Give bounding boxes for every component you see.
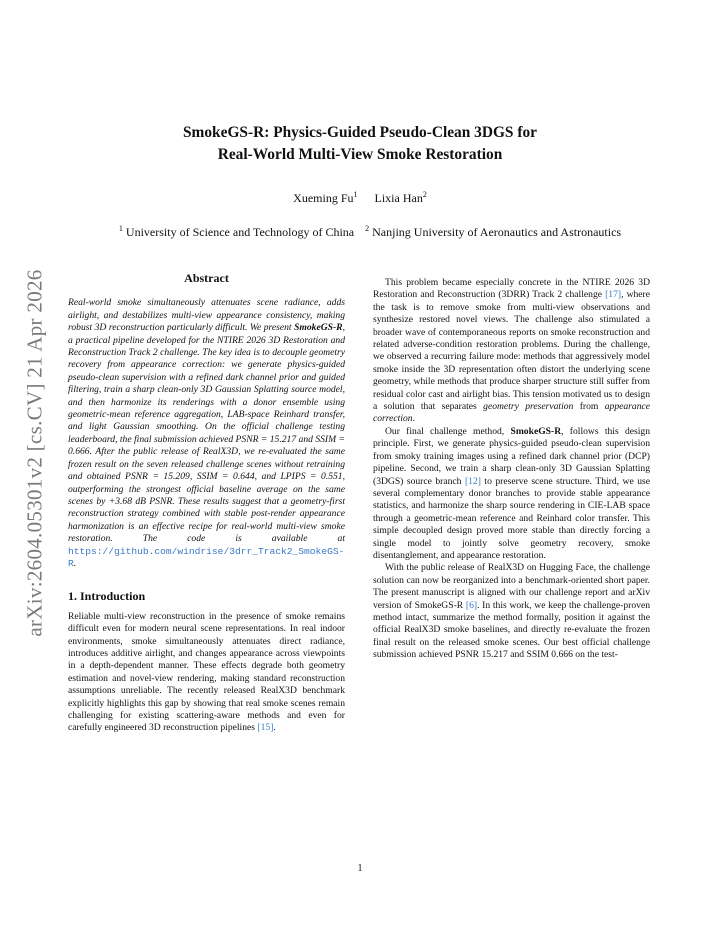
author-affil-mark: 2 [422,190,427,199]
author-name: Xueming Fu [293,191,354,205]
author [293,191,357,205]
affiliation [119,225,354,239]
title-line-2: Real-World Multi-View Smoke Restoration [217,146,503,163]
affiliation-name: University of Science and Technology of China [125,225,355,239]
paragraph-text: , where the task is to remove smoke from multi-view observations and synthesize restored novel views. The challenge also stimulated a broader wave of contemporaneous reports on smoke reconstruction and related adverse-condition restoration problems. During the challenge, we observed a recurring failure mode: methods that aggressively model smoke inside the 3D representation often distort the underlying scene geometry, while methods that produce sharper structure still suffer from residual color cast and airlight bias. This tension motivated us to design a solution that separates [373,289,650,413]
paragraph-text: from [573,401,605,413]
author-affil-mark: 1 [353,190,358,199]
abstract-text [68,297,345,570]
paragraph-text: Reliable multi-view reconstruction in the presence of smoke remains difficult even for modern neural scene representations. In real indoor environments, smoke simultaneously attenuates direct radiance, introduces additive airlight, and changes appearance across viewpoints in a depth-dependent manner. These effects degrade both geometry estimation and novel-view rendering, making standard reconstruction assumptions unreliable. The recently released RealX3D benchmark explicitly highlights this gap by showing that real smoke scenes remain challenging for existing scattering-aware methods and even for carefully engineered 3D reconstruction pipelines [68,610,345,734]
arxiv-sidebar-stamp [20,258,50,648]
emphasis-text: appearance correction [373,401,651,425]
right-column [373,277,650,662]
title-line-1: SmokeGS-R: Physics-Guided Pseudo-Clean 3DGS for [182,124,537,141]
intro-paragraph-3 [373,426,650,562]
citation-link[interactable]: [6] [465,599,478,611]
method-name: SmokeGS-R [294,322,343,334]
abstract-text-part: , a practical pipeline developed for the NTIRE 2026 3D Restoration and Reconstruction Track 2 challenge. The key idea is to decouple geometry recovery from appearance correction: we generate physics-guided pseudo-clean supervision with a refined dark channel prior and guided filtering, train a sharp clean-only 3D Gaussian Splatting source model, and then harmonize its renderings with a donor ensemble using geometric-mean reference aggregation, LAB-space Reinhard transfer, and light Gaussian smoothing. On the official challenge testing leaderboard, the final submission achieved PSNR = 15.217 and SSIM = 0.666. After the public release of RealX3D, we re-evaluated the same frozen result on the seven released challenge scenes without retraining and obtained PSNR = 15.209, SSIM = 0.644, and LPIPS = 0.551, outperforming the strongest official baseline average on the same scenes by +3.68 dB PSNR. These results suggest that a geometry-first reconstruction strategy combined with stable post-render appearance harmonization is an effective recipe for real-world multi-view smoke restoration. The code is available at [68,322,345,545]
paragraph-text: to preserve scene structure. Third, we use several complementary donor branches to provide stable appearance statistics, and harmonize the sharp source rendering in CIE-LAB space through a geometric-mean reference and Reinhard color transfer. This simple decoupled design proved more stable than directly forcing a single model to jointly solve geometry recovery, smoke disentanglement, and appearance restoration. [373,475,650,561]
abstract-text-part: . [73,557,77,569]
left-column [68,272,345,735]
citation-link[interactable]: [17] [605,289,622,301]
abstract-text-part: Real-world smoke simultaneously attenuates scene radiance, adds airlight, and destabilizes multi-view appearance consistency, making robust 3D reconstruction particularly difficult. We present [68,297,345,334]
intro-paragraph-1: Reliable multi-view reconstruction in the presence of smoke remains difficult even for modern neural scene representations. In real indoor environments, smoke simultaneously attenuates direct radiance, introduces additive airlight, and changes appearance across viewpoints in a depth-dependent manner. These effects degrade both geometry estimation and novel-view rendering, making standard reconstruction assumptions unreliable. The recently released RealX3D benchmark explicitly highlights this gap by showing that real smoke scenes remain challenging for existing scattering-aware methods and even for carefully engineered 3D reconstruction pipelines [15]. [68,610,345,734]
affiliation [365,225,621,239]
paragraph-text: Our final challenge method, [385,425,511,437]
paragraph-text: . In this work, we keep the challenge-proven method intact, summarize the method formally, position it against the official RealX3D smoke baselines, and directly re-evaluate the frozen final result on the released smoke scenes. Our best official challenge submission achieved PSNR 15.217 and SSIM 0.666 on the test- [373,599,651,661]
intro-paragraph-2: This problem became especially concrete in the NTIRE 2026 3D Restoration and Reconstruction (3DRR) Track 2 challenge [17], where the task is to remove smoke from multi-view observations and synthesize restored novel views. The challenge also stimulated a broader wave of contemporaneous reports on smoke reconstruction and related adverse-condition restoration problems. During the challenge, we observed a recurring failure mode: methods that aggressively model smoke inside the 3D representation often distort the underlying scene geometry, while methods that produce sharper structure still suffer from residual color cast and airlight bias. This tension motivated us to design a solution that separates geometry preservation from appearance correction. [373,277,651,425]
paper-title [60,122,660,166]
affiliation-mark: 1 [118,224,123,233]
paragraph-text: With the public release of RealX3D on Hugging Face, the challenge solution can now be reorganized into a benchmark-oriented short paper. The present manuscript is aligned with our challenge report and arXiv version of SmokeGS-R [373,562,650,611]
emphasis-text: geometry preservation [483,401,574,413]
arxiv-identifier: arXiv:2604.05301v2 [cs.CV] 21 Apr 2026 [22,269,47,637]
citation-link[interactable]: [12] [464,475,481,487]
abstract-heading: Abstract [184,271,229,285]
method-name: SmokeGS-R [510,425,562,437]
author [375,191,427,205]
affiliation-name: Nanjing University of Aeronautics and Astronautics [372,225,622,239]
author-name: Lixia Han [374,191,423,205]
affiliation-mark: 2 [365,224,370,233]
author-list [60,190,660,206]
paragraph-text: , follows this design principle. First, we generate physics-guided pseudo-clean supervision from smoky training images using a refined dark channel prior (DCP) pipeline. Second, we train a sharp clean-only 3D Gaussian Splatting (3DGS) source branch [373,425,650,487]
section-heading-introduction: 1. Introduction [68,589,146,604]
citation-link[interactable]: [15] [257,722,274,734]
affiliation-list [60,224,680,240]
intro-paragraph-4 [373,562,650,661]
paragraph-text: This problem became especially concrete in the NTIRE 2026 3D Restoration and Reconstruction (3DRR) Track 2 challenge [373,277,650,301]
code-link[interactable]: https://github.com/windrise/3drr_Track2_SmokeGS-R [68,545,345,569]
page-number: 1 [357,863,363,874]
